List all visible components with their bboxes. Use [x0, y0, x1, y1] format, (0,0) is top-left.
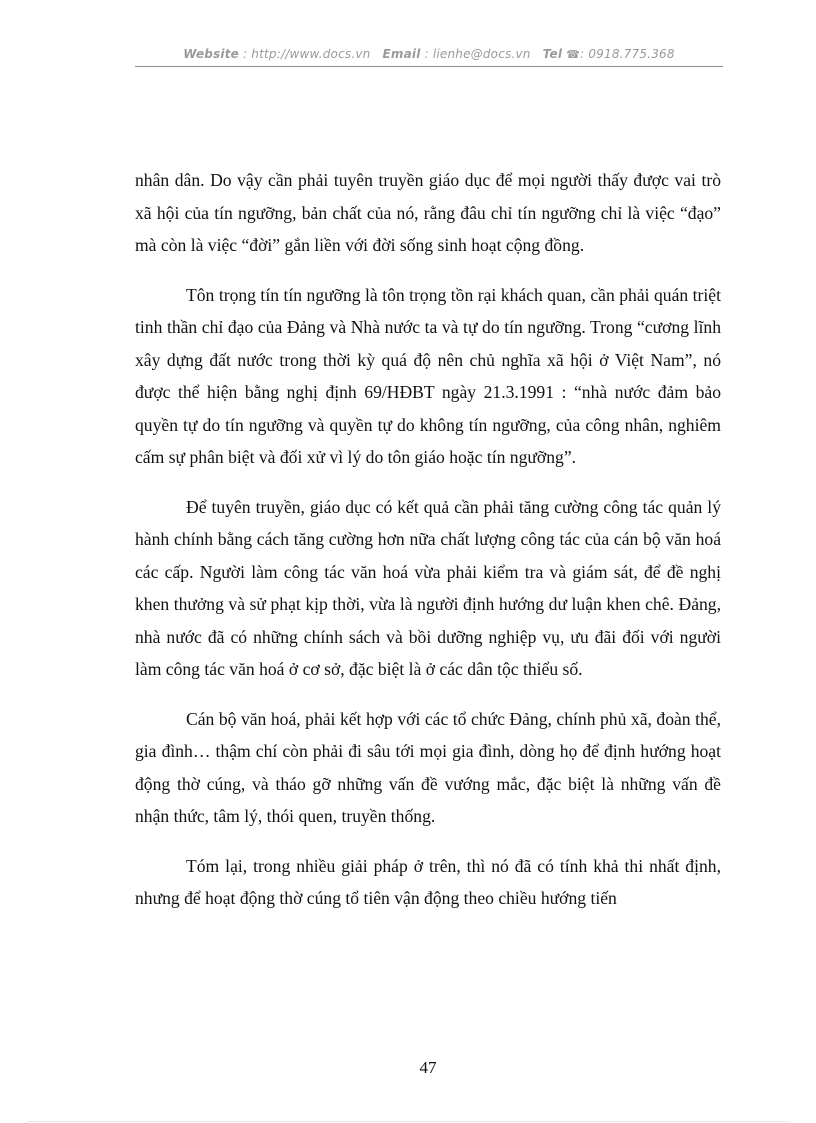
website-url[interactable]: : http://www.docs.vn [243, 47, 371, 61]
email-label: Email [382, 47, 421, 61]
paragraph-continuation: nhân dân. Do vậy cần phải tuyên truyền giáo dục để mọi người thấy được vai trò xã hội của tín ngưỡng, bản chất của nó, rằng đâu chỉ tín ngưỡng chỉ là việc “đạo” mà còn là việc “đời” gắn liền với đời sống sinh hoạt cộng đồng. [135, 170, 721, 255]
tel-number: : 0918.775.368 [580, 47, 675, 61]
page-bottom-border [28, 1121, 788, 1122]
paragraph: Tôn trọng tín tín ngưỡng là tôn trọng tồn rại khách quan, cần phải quán triệt tinh thần chỉ đạo của Đảng và Nhà nước ta và tự do tín ngưỡng. Trong “cương lĩnh xây dựng đất nước trong thời kỳ quá độ nên chủ nghĩa xã hội ở Việt Nam”, nó được thể hiện bằng nghị định 69/HĐBT ngày 21.3.1991 : “nhà nước đảm bảo quyền tự do tín ngưỡng và quyền tự do không tín ngưỡng, của công nhân, nghiêm cấm sự phân biệt và đối xử vì lý do tôn giáo hoặc tín ngưỡng”. [135, 284, 721, 467]
page-header [135, 47, 723, 61]
phone-icon: ☎ [566, 48, 581, 61]
header-divider [135, 66, 723, 67]
tel-label: Tel [542, 47, 563, 61]
paragraph: Tóm lại, trong nhiều giải pháp ở trên, thì nó đã có tính khả thi nhất định, nhưng để hoạt động thờ cúng tổ tiên vận động theo chiều hướng tiến [135, 855, 721, 908]
page-number: 47 [419, 1058, 437, 1077]
paragraph: Để tuyên truyền, giáo dục có kết quả cần phải tăng cường công tác quản lý hành chính bằng cách tăng cường hơn nữa chất lượng công tác của cán bộ văn hoá các cấp. Người làm công tác văn hoá vừa phải kiểm tra và giám sát, để đề nghị khen thưởng và sử phạt kịp thời, vừa là người định hướng dư luận khen chê. Đảng, nhà nước đã có những chính sách và bồi dưỡng nghiệp vụ, ưu đãi đối với người làm công tác văn hoá ở cơ sở, đặc biệt là ở các dân tộc thiểu số. [135, 496, 721, 679]
document-body [135, 164, 721, 915]
email-address[interactable]: : lienhe@docs.vn [424, 47, 531, 61]
website-label: Website [183, 47, 240, 61]
paragraph: Cán bộ văn hoá, phải kết hợp với các tổ chức Đảng, chính phủ xã, đoàn thể, gia đình… thậm chí còn phải đi sâu tới mọi gia đình, dòng họ để định hướng hoạt động thờ cúng, và tháo gỡ những vấn đề vướng mắc, đặc biệt là những vấn đề nhận thức, tâm lý, thói quen, truyền thống. [135, 708, 721, 826]
